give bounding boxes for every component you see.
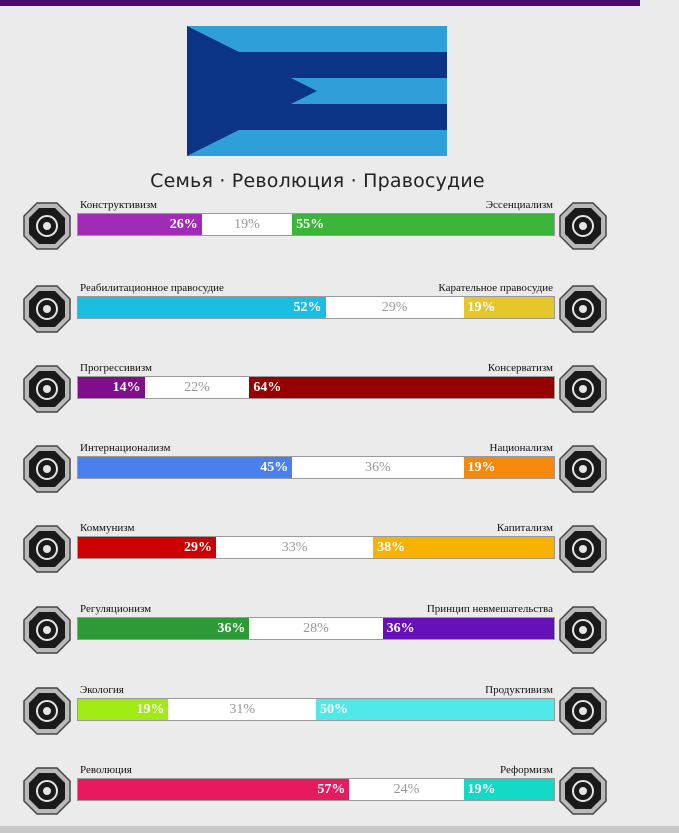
- top-bar: [0, 0, 640, 6]
- prison-bars-icon: [558, 284, 608, 334]
- axis-left-label: Интернационализм: [80, 442, 171, 454]
- ruler-icon: [22, 605, 72, 655]
- handshake-icon: [22, 284, 72, 334]
- axis-bar: [77, 536, 555, 559]
- axis-right-label: Консерватизм: [487, 362, 553, 374]
- axis-left-segment: 36%: [78, 618, 249, 639]
- axis-right-label: Принцип невмешательства: [426, 603, 553, 615]
- axis-left-label: Революция: [80, 764, 132, 776]
- axis-left-label: Реабилитационное правосудие: [80, 282, 224, 294]
- axis-center-segment: 36%: [292, 457, 463, 478]
- axis-right-segment: 55%: [292, 214, 554, 235]
- axis-row: [0, 766, 640, 832]
- axis-right-label: Капитализм: [496, 522, 553, 534]
- axis-left-segment: 57%: [78, 779, 349, 800]
- axis-center-segment: 22%: [145, 377, 250, 398]
- axis-right-segment: 19%: [464, 779, 554, 800]
- axis-left-segment: 29%: [78, 537, 216, 558]
- axis-right-label: Эссенциализм: [485, 199, 553, 211]
- axis-left-label: Регуляционизм: [80, 603, 152, 615]
- axis-bar: [77, 698, 555, 721]
- axis-right-segment: 64%: [249, 377, 554, 398]
- axis-left-label: Коммунизм: [80, 522, 135, 534]
- axis-right-label: Карательное правосудие: [438, 282, 553, 294]
- axis-right-segment: 19%: [464, 457, 554, 478]
- axis-right-segment: 19%: [464, 297, 554, 318]
- axis-right-segment: 50%: [316, 699, 554, 720]
- axis-center-segment: 31%: [168, 699, 316, 720]
- axis-bar: [77, 617, 555, 640]
- fist-icon: [22, 766, 72, 816]
- axis-left-label: Конструктивизм: [80, 199, 157, 211]
- axis-row: [0, 524, 640, 590]
- flag-icon: [558, 444, 608, 494]
- axis-center-segment: 29%: [326, 297, 464, 318]
- hammer-sickle-icon: [22, 524, 72, 574]
- axis-row: [0, 444, 640, 510]
- axis-row: [0, 364, 640, 430]
- axis-bar: [77, 376, 555, 399]
- money-bag-icon: [558, 524, 608, 574]
- axis-bar: [77, 296, 555, 319]
- axis-left-segment: 14%: [78, 377, 145, 398]
- axis-row: [0, 605, 640, 671]
- axis-center-segment: 33%: [216, 537, 373, 558]
- axis-left-segment: 45%: [78, 457, 292, 478]
- axis-right-label: Продуктивизм: [485, 684, 553, 696]
- eye-icon: [22, 201, 72, 251]
- rocket-icon: [22, 364, 72, 414]
- axis-center-segment: 19%: [202, 214, 292, 235]
- factory-icon: [558, 686, 608, 736]
- axis-row: [0, 686, 640, 752]
- axis-left-segment: 26%: [78, 214, 202, 235]
- axis-bar: [77, 456, 555, 479]
- axis-right-label: Реформизм: [500, 764, 553, 776]
- axis-left-segment: 19%: [78, 699, 168, 720]
- axis-left-segment: 52%: [78, 297, 326, 318]
- axis-center-segment: 24%: [349, 779, 463, 800]
- axis-left-label: Прогрессивизм: [80, 362, 152, 374]
- axis-bar: [77, 213, 555, 236]
- quill-icon: [558, 364, 608, 414]
- axis-right-segment: 36%: [383, 618, 554, 639]
- axis-right-label: Национализм: [489, 442, 553, 454]
- axis-right-segment: 38%: [373, 537, 554, 558]
- bottom-scrollbar[interactable]: [0, 826, 679, 833]
- axis-center-segment: 28%: [249, 618, 382, 639]
- flag-image: [187, 26, 447, 156]
- crown-icon: [558, 766, 608, 816]
- butterfly-icon: [558, 605, 608, 655]
- axis-row: [0, 201, 640, 267]
- motto-heading: Семья · Революция · Правосудие: [150, 170, 485, 192]
- axis-left-label: Экология: [80, 684, 124, 696]
- axis-bar: [77, 778, 555, 801]
- axis-row: [0, 284, 640, 350]
- globe-icon: [22, 444, 72, 494]
- flower-icon: [558, 201, 608, 251]
- plant-icon: [22, 686, 72, 736]
